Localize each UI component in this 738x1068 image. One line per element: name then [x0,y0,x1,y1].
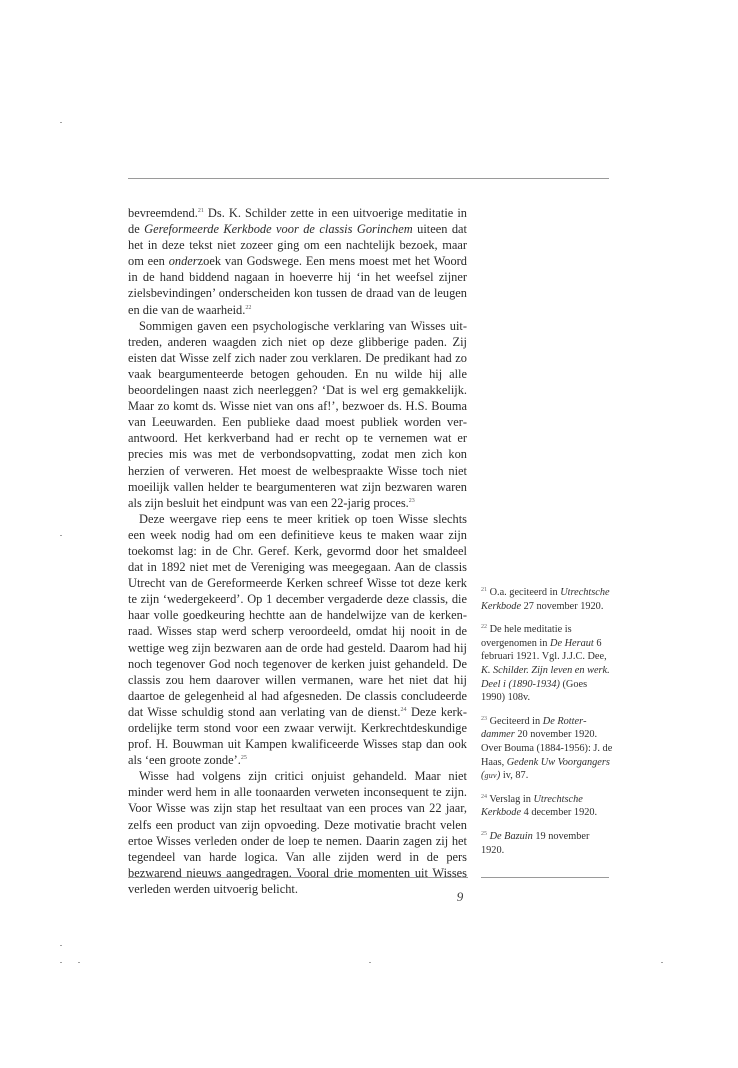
footnotes-column [481,586,613,867]
footnote-23: $^{23}$ Geciteerd in De Rotterdammer 20 november 1920. Over Bouma (1884-1956): J. de Haas, Gedenk Uw Voorgangers (guv) iv, 87. [481,715,613,782]
paragraph-1: bevreemdend.$^{21}$ Ds. K. Schilder zette in een uitvoerige meditatie in de Gereformeerde Kerkbode voor de classis Gorinchem uiteen dat het in deze tekst niet zozeer ging om een nachtelijk bezoek, maar om een onderzoek van Godswege. Een mens moest met het Woord in de hand biddend nagaan in hoeverre hij ‘in het weefsel zijner zielsbevindingen’ onderscheiden kon tussen de draad van de leugen en die van de waarheid.$^{22}$ [128,206,468,317]
paragraph-2: Sommigen gaven een psychologische verklaring van Wisses uittreden, anderen waagden zich niet op deze glibberige paden. Zij eisten dat Wisse zelf zich nader zou verklaren. De predikant had zo vaak beargumenteerde betogen gehouden. En nu wilde hij alle beoordelingen naast zich neerleggen? ‘Dat is wel erg gemakkelijk. Maar zo komt ds. Wisse niet van ons af!’, bezwoer ds. H.S. Bouma van Leeuwarden. Een publieke daad moest publiek worden verantwoord. Het kerkverband had er recht op te vernemen wat er precies mis was met de verbondsopvatting, zodat men zich kon herzien of verweren. Het moest de welbespraakte Wisse toch niet moeilijk vallen helder te beargumenteren wat zijn bezwaren waren als zijn besluit het eindpunt was van een 22-jarig proces.$^{23}$ [128,318,467,510]
footnote-number: 21 [481,587,487,593]
footnote-number: 22 [481,624,487,631]
footnote-number: 24 [481,793,487,800]
footnote-ref-22[interactable]: 22 [245,304,252,311]
footnote-number: 23 [481,715,487,722]
footnote-ref-24[interactable]: 24 [400,706,407,713]
top-rule [128,178,609,179]
crop-mark [60,962,62,963]
footnote-22: $^{22}$ De hele meditatie is overgenomen in De Heraut 6 februari 1921. Vgl. J.J.C. Dee, K. Schilder. Zijn leven en werk. Deel i (1890-1934) (Goes 1990) 108v. [481,624,610,704]
footnote-ref-23[interactable]: 23 [408,497,415,504]
crop-mark [369,962,371,963]
footnote-rule [481,877,609,878]
footnote-number: 25 [481,830,487,837]
crop-mark [661,962,663,963]
paragraph-3: Deze weergave riep eens te meer kritiek op toen Wisse slechts een week nodig had om een definitieve keus te maken waar zijn toekomst lag: in de Chr. Geref. Kerk, gevormd door het smaldeel dat in 1892 niet met de Vereniging was meegegaan. Aan de classis Utrecht van de Gereformeerde Kerken schreef Wisse tot deze kerk te zijn ‘wedergekeerd’. Op 1 december vergaderde deze classis, die haar volle goedkeuring hechtte aan de handelwijze van de kerkenraad. Wisses stap werd scherp veroordeeld, omdat hij nooit in de wettige weg zijn bezwaren aan de orde had gesteld. Daarom had hij noch tegenover God noch tegenover de kerken juist gehandeld. De classis zou hem daarover willen vermanen, ware het niet dat hij daartoe de gelegenheid al had afgesneden. De classis concludeerde dat Wisse schuldig stond aan verlating van de dienst.$^{24}$ Deze kerkordelijke term stond voor een zwaar verwijt. Kerkrechtdeskundige prof. H. Bouwman uit Kampen kwalificeerde Wisses stap dan ook als ‘een groote zonde’.$^{25}$ [128,511,467,768]
bottom-rule [128,877,468,878]
main-text-column [128,205,467,897]
footnote-21: $^{21}$ O.a. geciteerd in Utrechtsche Kerkbode 27 november 1920. [481,587,610,612]
footnote-ref-21[interactable]: 21 [197,208,204,214]
footnote-25: $^{25}$ De Bazuin 19 november 1920. [481,830,590,856]
paragraph-4: Wisse had volgens zijn critici onjuist gehandeld. Maar niet minder werd hem in alle toonaarden verweten inconsequent te zijn. Voor Wisse was zijn stap het resultaat van een proces van 22 jaar, zelfs een product van zijn opvoeding. Deze motivatie bracht velen ertoe Wisses verleden onder de loep te nemen. Daarin zagen zij het tegendeel van harde logica. Van alle zijden werd in de pers bezwarend nieuws aangedragen. Vooral drie momenten uit Wisses verleden werden uitvoerig belicht. [128,769,467,896]
footnote-24: $^{24}$ Verslag in Utrechtsche Kerkbode 4 december 1920. [481,793,598,819]
crop-mark [60,122,62,123]
crop-mark [60,535,62,536]
crop-mark [60,945,62,946]
footnote-ref-25[interactable]: 25 [240,755,247,762]
page-number: 9 [456,889,464,904]
journal-title: Gereformeerde Kerkbode voor de classis Gorinchem [144,222,413,237]
emphasis: onder [168,254,198,269]
crop-mark [78,962,80,963]
